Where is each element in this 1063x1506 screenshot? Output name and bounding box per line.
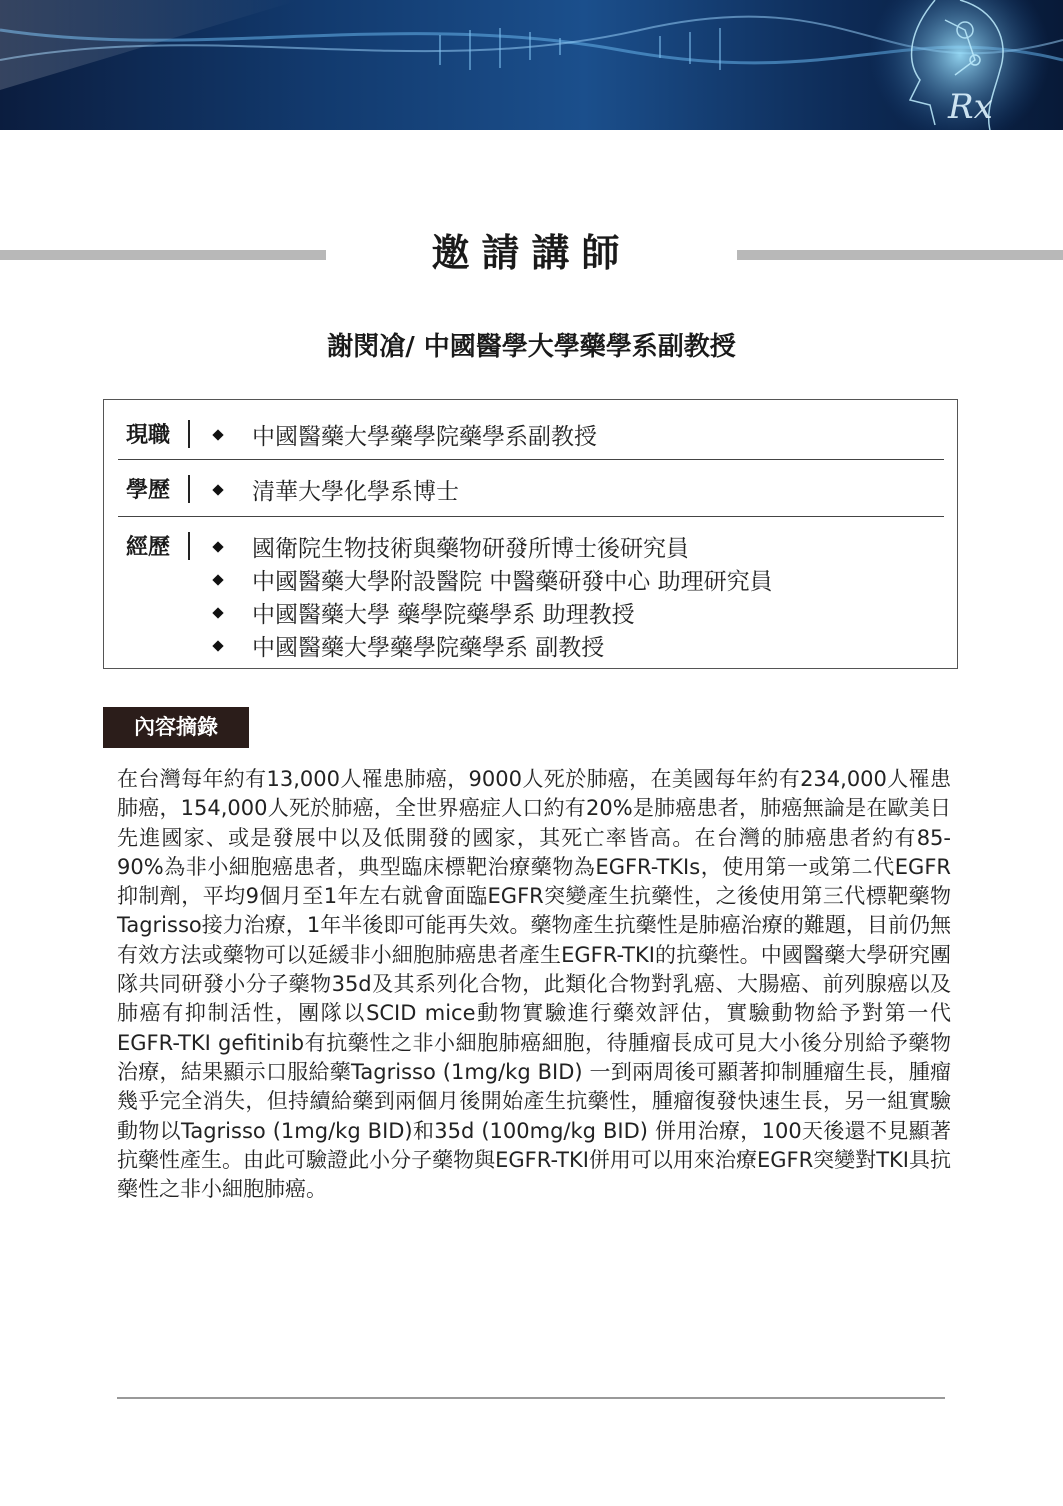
list-item: 清華大學化學系博士 bbox=[214, 473, 459, 506]
list-item: 中國醫藥大學 藥學院藥學系 助理教授 bbox=[214, 596, 635, 629]
info-label: 學歷 bbox=[126, 478, 171, 503]
row-separator bbox=[118, 459, 944, 460]
info-label: 現職 bbox=[126, 423, 171, 448]
svg-text:Rx: Rx bbox=[948, 87, 993, 127]
label-divider bbox=[188, 475, 190, 503]
page-title: 邀請講師 bbox=[431, 231, 632, 275]
label-divider bbox=[188, 532, 190, 560]
list-item: 國衛院生物技術與藥物研發所博士後研究員 bbox=[214, 530, 689, 563]
title-rule-right bbox=[737, 250, 1063, 260]
list-item: 中國醫藥大學藥學院藥學系副教授 bbox=[214, 418, 597, 451]
diamond-bullet-icon bbox=[212, 574, 223, 585]
diamond-bullet-icon bbox=[212, 484, 223, 495]
dna-head-rx-icon bbox=[0, 0, 1063, 130]
section-label-abstract: 內容摘錄 bbox=[103, 707, 249, 748]
header-banner bbox=[0, 0, 1063, 130]
abstract-paragraph: 在台灣每年約有13,000人罹患肺癌，9000人死於肺癌，在美國每年約有234,000人罹患肺癌，154,000人死於肺癌，全世界癌症人口約有20%是肺癌患者，肺癌無論是在歐美日先進國家、或是發展中以及低開發的國家，其死亡率皆高。在台灣的肺癌患者約有85-90%為非小細胞癌患者，典型臨床標靶治療藥物為EGFR-TKIs，使用第一或第二代EGFR抑制劑，平均9個月至1年左右就會面臨EGFR突變產生抗藥性，之後使用第三代標靶藥物Tagrisso接力治療，1年半後即可能再失效。藥物產生抗藥性是肺癌治療的難題，目前仍無有效方法或藥物可以延緩非小細胞肺癌患者產生EGFR-TKI的抗藥性。中國醫藥大學研究團隊共同研發小分子藥物35d及其系列化合物，此類化合物對乳癌、大腸癌、前列腺癌以及肺癌有抑制活性，團隊以SCID mice動物實驗進行藥效評估，實驗動物給予對第一代EGFR-TKI gefitinib有抗藥性之非小細胞肺癌細胞，待腫瘤長成可見大小後分別給予藥物治療，結果顯示口服給藥Tagrisso (1mg/kg BID) 一到兩周後可顯著抑制腫瘤生長，腫瘤幾乎完全消失，但持續給藥到兩個月後開始產生抗藥性，腫瘤復發快速生長，另一組實驗動物以Tagrisso (1mg/kg BID)和35d (100mg/kg BID) 併用治療，100天後還不見顯著抗藥性產生。由此可驗證此小分子藥物與EGFR-TKI併用可以用來治療EGFR突變對TKI具抗藥性之非小細胞肺癌。 bbox=[117, 767, 951, 1202]
info-label: 經歷 bbox=[126, 535, 171, 560]
list-item: 中國醫藥大學藥學院藥學系 副教授 bbox=[214, 629, 604, 662]
list-item: 中國醫藥大學附設醫院 中醫藥研發中心 助理研究員 bbox=[214, 563, 773, 596]
speaker-name: 謝閔凔/ 中國醫學大學藥學系副教授 bbox=[327, 332, 736, 362]
diamond-bullet-icon bbox=[212, 640, 223, 651]
diamond-bullet-icon bbox=[212, 429, 223, 440]
diamond-bullet-icon bbox=[212, 607, 223, 618]
footer-rule bbox=[117, 1397, 945, 1399]
row-separator bbox=[118, 516, 944, 517]
label-divider bbox=[188, 420, 190, 448]
title-rule-left bbox=[0, 250, 326, 260]
speaker-info-box bbox=[103, 399, 958, 669]
diamond-bullet-icon bbox=[212, 541, 223, 552]
